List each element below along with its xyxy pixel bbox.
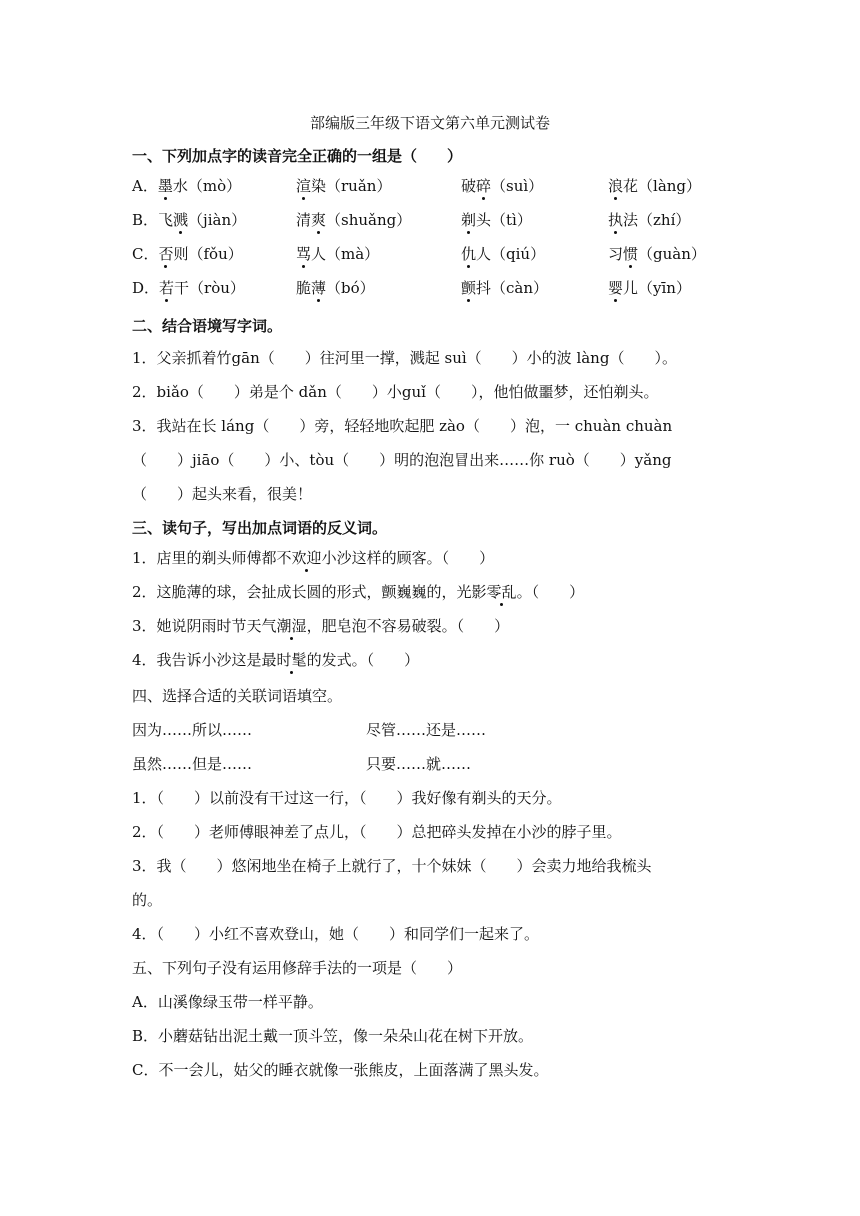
s3-line-1: 1．店里的剃头师傅都不欢迎小沙这样的顾客。（ ）	[132, 549, 495, 567]
s2-line-4: （ ）jiāo（ ）小、tòu（ ）明的泡泡冒出来……你 ruò（ ）yǎng	[132, 451, 672, 469]
s1-option-a3: 破碎（suì）	[461, 177, 544, 195]
s3-line-3: 3．她说阴雨时节天气潮湿，肥皂泡不容易破裂。（ ）	[132, 617, 510, 635]
page-title: 部编版三年级下语文第六单元测试卷	[309, 114, 550, 132]
s1-option-b3: 剃头（tì）	[461, 211, 532, 229]
s5-option-a: A．山溪像绿玉带一样平静。	[132, 993, 323, 1011]
s1-option-c2: 骂人（mà）	[296, 245, 380, 263]
s3-line-4: 4．我告诉小沙这是最时髦的发式。（ ）	[132, 651, 420, 669]
s1-option-d1: D．若干（ròu）	[132, 279, 245, 297]
s1-option-c4: 习惯（guàn）	[608, 245, 706, 263]
s1-option-a2: 渲染（ruǎn）	[296, 177, 392, 195]
s1-option-c3: 仇人（qiú）	[461, 245, 546, 263]
s5-option-b: B．小蘑菇钻出泥土戴一顶斗笠，像一朵朵山花在树下开放。	[132, 1027, 534, 1045]
section-1-heading: 一、下列加点字的读音完全正确的一组是（ ）	[132, 147, 463, 165]
s1-option-b2: 清爽（shuǎng）	[296, 211, 412, 229]
s2-line-1: 1．父亲抓着竹gān（ ）往河里一撑，溅起 suì（ ）小的波 làng（ ）。	[132, 349, 677, 367]
s4-line-2: 2．（ ）老师傅眼神差了点儿，（ ）总把碎头发掉在小沙的脖子里。	[132, 823, 622, 841]
s2-line-5: （ ）起头来看，很美！	[132, 485, 313, 503]
section-4-heading: 四、选择合适的关联词语填空。	[132, 687, 343, 705]
s2-line-2: 2．biǎo（ ）弟是个 dǎn（ ）小guǐ（ ），他怕做噩梦，还怕剃头。	[132, 383, 659, 401]
s4-option-3: 虽然……但是……	[132, 755, 253, 773]
s1-option-d4: 婴儿（yīn）	[608, 279, 691, 297]
s1-option-b1: B．飞溅（jiàn）	[132, 211, 247, 229]
s4-option-1: 因为……所以……	[132, 721, 253, 739]
s1-option-d3: 颤抖（càn）	[461, 279, 549, 297]
s4-line-3: 3．我（ ）悠闲地坐在椅子上就行了，十个妹妹（ ）会卖力地给我梳头	[132, 857, 652, 875]
s2-line-3: 3．我站在长 láng（ ）旁，轻轻地吹起肥 zào（ ）泡，一 chuàn chuàn	[132, 417, 673, 435]
s1-option-d2: 脆薄（bó）	[296, 279, 375, 297]
s3-line-2: 2．这脆薄的球，会扯成长圆的形式，颤巍巍的，光影零乱。（ ）	[132, 583, 585, 601]
s1-option-a4: 浪花（làng）	[608, 177, 702, 195]
s4-option-2: 尽管……还是……	[366, 721, 487, 739]
section-3-heading: 三、读句子，写出加点词语的反义词。	[132, 519, 388, 537]
s4-line-1: 1．（ ）以前没有干过这一行，（ ）我好像有剃头的天分。	[132, 789, 562, 807]
s4-line-3-cont: 的。	[132, 891, 163, 909]
section-2-heading: 二、结合语境写字词。	[132, 317, 283, 335]
s5-option-c: C．不一会儿，姑父的睡衣就像一张熊皮，上面落满了黑头发。	[132, 1061, 549, 1079]
s1-option-b4: 执法（zhí）	[608, 211, 691, 229]
s4-option-4: 只要……就……	[366, 755, 472, 773]
s1-option-a1: A．墨水（mò）	[132, 177, 242, 195]
section-5-heading: 五、下列句子没有运用修辞手法的一项是（ ）	[132, 959, 463, 977]
s4-line-4: 4．（ ）小红不喜欢登山，她（ ）和同学们一起来了。	[132, 925, 540, 943]
s1-option-c1: C．否则（fǒu）	[132, 245, 243, 263]
